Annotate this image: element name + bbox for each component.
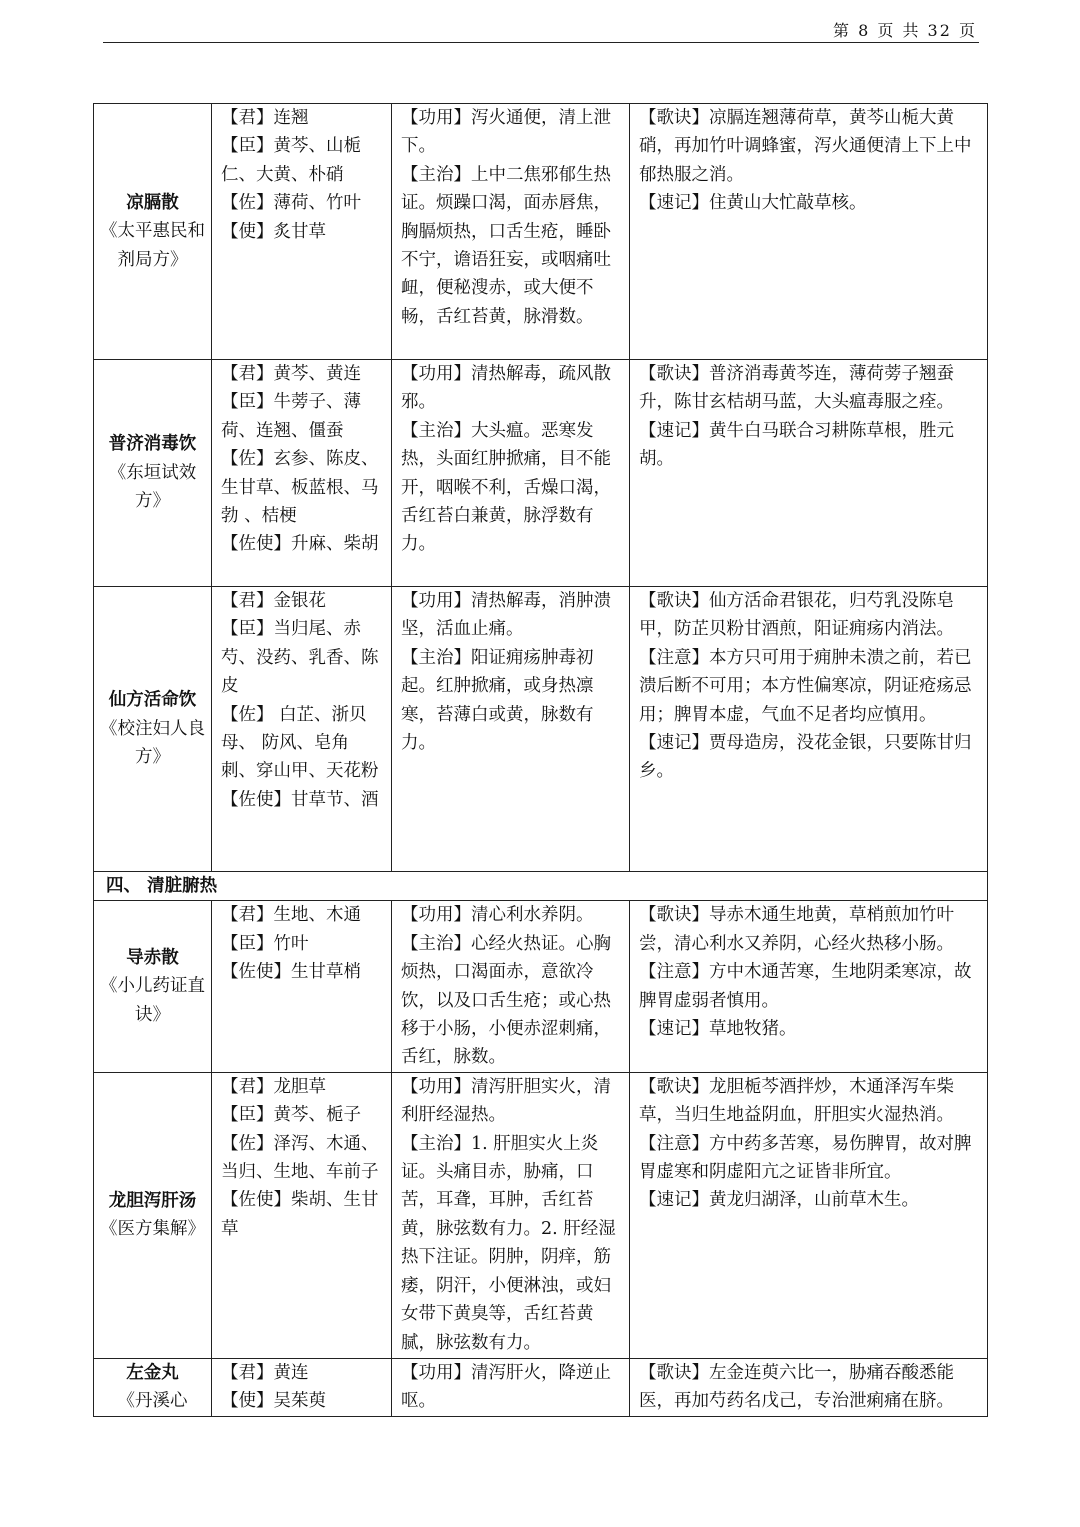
notes-line: 【速记】黄龙归湖泽，山前草木生。: [639, 1190, 919, 1211]
formula-source: 《小儿药证直诀》: [100, 976, 205, 1025]
formula-name-cell: [94, 104, 212, 360]
function-line: 【主治】上中二焦邪郁生热证。烦躁口渴，面赤唇焦，胸膈烦热，口舌生疮，睡卧不宁，谵语狂妄，或咽痛吐衄，便秘溲赤，或大便不畅，舌红苔黄，脉滑数。: [401, 164, 611, 327]
notes-line: 【速记】黄牛白马联合习耕陈草根，胜元胡。: [639, 420, 954, 470]
formula-row: [94, 1358, 988, 1416]
section-title: 四、 清脏腑热: [94, 872, 988, 901]
composition-line: 【君】连翘: [221, 108, 309, 128]
composition-cell: [212, 360, 392, 587]
notes-line: 【注意】本方只可用于痈肿未溃之前，若已溃后断不可用；本方性偏寒凉，阴证疮疡忌用；脾胃本虚，气血不足者均应慎用。: [639, 647, 972, 725]
composition-line: 【佐使】生甘草梢: [221, 962, 361, 983]
formula-name: 仙方活命饮: [108, 690, 197, 711]
formula-row: [94, 587, 988, 872]
notes-cell: [630, 587, 988, 872]
notes-line: 【歌诀】左金连萸六比一，胁痛吞酸悉能医，再加芍药名戊己，专治泄痢痛在脐。: [639, 1362, 954, 1412]
formula-name: 左金丸: [126, 1362, 179, 1383]
function-line: 【主治】大头瘟。恶寒发热，头面红肿掀痛，目不能开，咽喉不利，舌燥口渴，舌红苔白兼黄，脉浮数有力。: [401, 420, 611, 555]
notes-cell: [630, 1072, 988, 1358]
function-line: 【主治】1. 肝胆实火上炎证。头痛目赤，胁痛，口苦，耳聋，耳肿，舌红苔黄，脉弦数有力。2. 肝经湿热下注证。阴肿，阴痒，筋痿，阴汗，小便淋浊，或妇女带下黄臭等，舌红苔黄腻，脉弦数有力。: [401, 1133, 616, 1353]
formula-name: 导赤散: [126, 948, 179, 969]
composition-line: 【臣】黄芩、栀子: [221, 1105, 361, 1126]
composition-line: 【佐使】柴胡、生甘草: [221, 1190, 379, 1239]
notes-line: 【注意】方中木通苦寒，生地阴柔寒凉，故脾胃虚弱者慎用。: [639, 962, 972, 1011]
formula-source: 《丹溪心: [117, 1391, 188, 1412]
function-cell: [392, 104, 630, 360]
function-line: 【功用】泻火通便，清上泄下。: [401, 108, 611, 157]
composition-line: 【君】黄芩、黄连: [221, 364, 361, 384]
formula-name-cell: [94, 587, 212, 872]
composition-line: 【使】炙甘草: [221, 221, 326, 242]
function-cell: [392, 360, 630, 587]
composition-line: 【君】生地、木通: [221, 905, 361, 926]
composition-line: 【臣】黄芩、山栀仁、大黄、朴硝: [221, 136, 361, 185]
page-header: [103, 18, 979, 43]
composition-cell: [212, 1072, 392, 1358]
composition-line: 【臣】当归尾、赤芍、没药、乳香、陈皮: [221, 619, 379, 697]
composition-cell: [212, 901, 392, 1072]
composition-cell: [212, 587, 392, 872]
formula-row: [94, 104, 988, 360]
notes-line: 【速记】贾母造房，没花金银，只要陈甘归乡。: [639, 733, 972, 782]
notes-line: 【歌诀】导赤木通生地黄，草梢煎加竹叶尝，清心利水又养阴，心经火热移小肠。: [639, 905, 954, 954]
function-cell: [392, 1072, 630, 1358]
formula-row: [94, 360, 988, 587]
function-line: 【功用】清心利水养阴。: [401, 905, 594, 926]
composition-cell: [212, 104, 392, 360]
formula-source: 《医方集解》: [100, 1219, 205, 1240]
section-row: [94, 872, 988, 901]
notes-line: 【速记】草地牧猪。: [639, 1019, 797, 1040]
composition-line: 【君】龙胆草: [221, 1076, 326, 1097]
formula-source: 《东垣试效方》: [108, 462, 197, 512]
function-line: 【功用】清泻肝火，降逆止呕。: [401, 1362, 611, 1412]
formula-name: 凉膈散: [126, 192, 179, 213]
formula-row: [94, 1072, 988, 1358]
composition-line: 【佐】玄参、陈皮、生甘草、板蓝根、马勃 、桔梗: [221, 449, 379, 527]
composition-line: 【使】吴茱萸: [221, 1391, 326, 1412]
formula-name-cell: [94, 1072, 212, 1358]
formula-name-cell: [94, 901, 212, 1072]
composition-line: 【佐】泽泻、木通、当归、生地、车前子: [221, 1133, 379, 1183]
formula-table: [93, 103, 988, 1417]
composition-cell: [212, 1358, 392, 1416]
function-line: 【功用】清热解毒，消肿溃坚，活血止痛。: [401, 591, 611, 640]
notes-line: 【速记】住黄山大忙敲草核。: [639, 193, 867, 214]
function-line: 【功用】清热解毒，疏风散邪。: [401, 364, 611, 413]
formula-name: 龙胆泻肝汤: [108, 1190, 197, 1211]
composition-line: 【君】黄连: [221, 1362, 309, 1383]
formula-name-cell: [94, 360, 212, 587]
composition-line: 【佐使】甘草节、酒: [221, 789, 379, 810]
function-line: 【主治】心经火热证。心胸烦热，口渴面赤，意欲冷饮，以及口舌生疮；或心热移于小肠，小便赤涩刺痛，舌红，脉数。: [401, 933, 611, 1068]
notes-line: 【歌诀】凉膈连翘薄荷草，黄芩山栀大黄硝，再加竹叶调蜂蜜，泻火通便清上下上中郁热服之消。: [639, 108, 972, 185]
composition-line: 【臣】牛蒡子、薄荷、连翘、僵蚕: [221, 392, 361, 441]
notes-cell: [630, 901, 988, 1072]
composition-line: 【佐】薄荷、竹叶: [221, 193, 361, 214]
notes-cell: [630, 1358, 988, 1416]
notes-line: 【歌诀】龙胆栀芩酒拌炒，木通泽泻车柴草，当归生地益阴血，肝胆实火湿热消。: [639, 1076, 954, 1126]
notes-line: 【歌诀】普济消毒黄芩连，薄荷蒡子翘蚕升，陈甘玄桔胡马蓝，大头瘟毒服之痊。: [639, 364, 954, 413]
function-cell: [392, 587, 630, 872]
formula-source: 《校注妇人良方》: [100, 718, 205, 768]
page-number: 第 8 页 共 32 页: [833, 21, 977, 40]
function-line: 【主治】阳证痈疡肿毒初起。红肿掀痛，或身热凛寒，苔薄白或黄，脉数有力。: [401, 647, 594, 754]
composition-line: 【佐使】升麻、柴胡: [221, 534, 379, 555]
function-line: 【功用】清泻肝胆实火，清利肝经湿热。: [401, 1076, 611, 1126]
formula-name: 普济消毒饮: [108, 434, 197, 455]
notes-cell: [630, 104, 988, 360]
composition-line: 【佐】 白芷、浙贝母、 防风、皂角刺、穿山甲、天花粉: [221, 704, 379, 782]
composition-line: 【臣】竹叶: [221, 933, 309, 954]
formula-source: 《太平惠民和剂局方》: [100, 221, 205, 270]
notes-line: 【注意】方中药多苦寒，易伤脾胃，故对脾胃虚寒和阴虚阳亢之证皆非所宜。: [639, 1133, 972, 1183]
composition-line: 【君】金银花: [221, 591, 326, 611]
function-cell: [392, 1358, 630, 1416]
notes-cell: [630, 360, 988, 587]
formula-name-cell: [94, 1358, 212, 1416]
formula-row: [94, 901, 988, 1072]
notes-line: 【歌诀】仙方活命君银花，归芍乳没陈皂甲，防芷贝粉甘酒煎，阳证痈疡内消法。: [639, 591, 954, 640]
function-cell: [392, 901, 630, 1072]
